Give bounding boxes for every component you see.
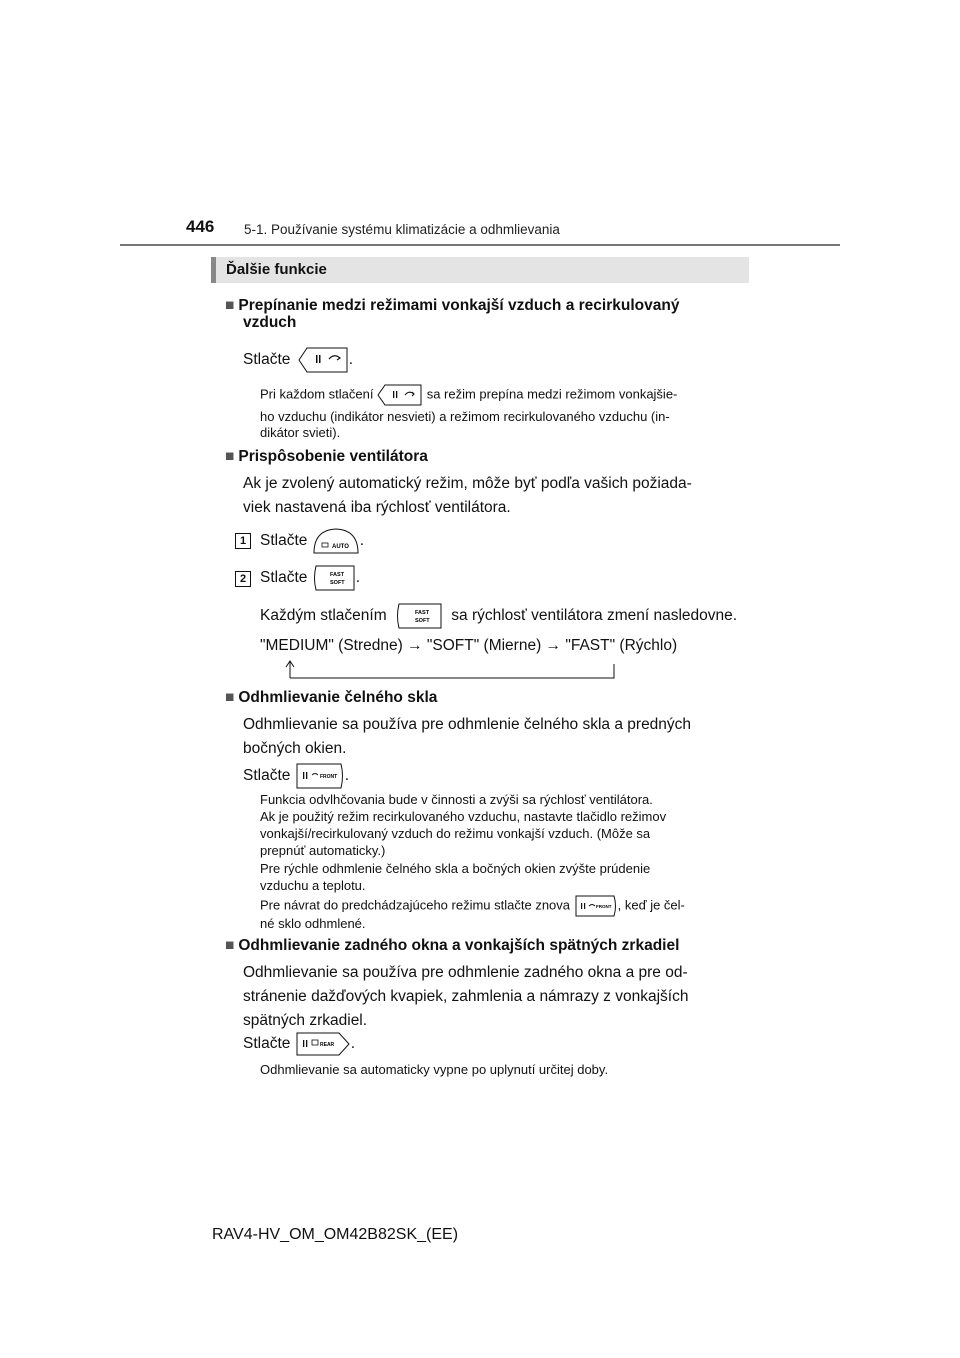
windshield-note-line4: prepnúť automaticky.) (260, 843, 386, 858)
front-defog-button-icon (295, 762, 345, 790)
recirc-note-line3: dikátor svieti). (260, 425, 341, 440)
windshield-note-line1: Funkcia odvlhčovania bude v činnosti a zvýši sa rýchlosť ventilátora. (260, 792, 653, 807)
rear-defog-button-icon (295, 1031, 351, 1057)
fan-step1-line: Stlačte AUTO . (260, 527, 364, 555)
rear-text-line2: stránenie dažďových kvapiek, zahmlenia a námrazy z vonkajších (243, 988, 689, 1005)
step-2-badge: 2 (235, 569, 251, 587)
fan-each-press-line: Každým stlačením FAST SOFT sa rýchlosť ventilátora zmení nasledovne. (260, 602, 737, 630)
recirc-press-line: Stlačte . (243, 346, 353, 374)
windshield-note-line3: vonkajší/recirkulovaný vzduch do režimu vonkajší vzduch. (Môže sa (260, 826, 651, 841)
windshield-press-line: Stlačte FRONT . (243, 762, 349, 790)
windshield-note-line6: vzduchu a teplotu. (260, 878, 366, 893)
windshield-note-line5: Pre rýchle odhmlenie čelného skla a bočných okien zvýšte prúdenie (260, 861, 651, 876)
bullet-square-icon: ■ (225, 297, 235, 314)
section-title: Ďalšie funkcie (226, 261, 327, 278)
fan-speed-button-icon (395, 602, 443, 630)
recirc-heading: ■ Prepínanie medzi režimami vonkajší vzduch a recirkulovaný (225, 297, 680, 314)
recirc-note-line1: Pri každom stlačení sa režim prepína medzi režimom vonkajšie- (260, 384, 748, 406)
front-label: FRONT (319, 774, 337, 780)
rear-label: REAR (319, 1042, 334, 1048)
cycle-loop-arrow-icon (283, 658, 619, 687)
rear-text-line3: spätných zrkadiel. (243, 1012, 368, 1029)
windshield-heading: ■ Odhmlievanie čelného skla (225, 689, 438, 706)
front-defog-button-icon (574, 895, 618, 917)
fast-label: FAST (414, 610, 430, 616)
document-code: RAV4-HV_OM_OM42B82SK_(EE) (212, 1226, 459, 1243)
fan-speed-button-icon (312, 564, 356, 592)
recirculation-button-icon (377, 384, 423, 406)
recirculation-button-icon (297, 346, 349, 374)
fast-label: FAST (329, 572, 344, 578)
auto-label: AUTO (331, 544, 349, 550)
recirc-note-line2: ho vzduchu (indikátor nesvieti) a režimom recirkulovaného vzduchu (in- (260, 409, 670, 424)
header-rule (120, 244, 840, 246)
fan-step2-line: Stlačte FAST SOFT . (260, 564, 360, 592)
fan-heading: ■ Prispôsobenie ventilátora (225, 448, 428, 465)
fan-text-line1: Ak je zvolený automatický režim, môže byť podľa vašich požiada- (243, 475, 692, 492)
windshield-note-line7: Pre návrat do predchádzajúceho režimu stlačte znova FRONT , keď je čel- (260, 895, 685, 917)
section-header (211, 257, 749, 283)
windshield-text-line1: Odhmlievanie sa používa pre odhmlenie čelného skla a predných (243, 716, 692, 733)
fan-cycle-text: "MEDIUM" (Stredne) → "SOFT" (Mierne) → "FAST" (Rýchlo) (260, 637, 678, 654)
recirc-heading-line2: vzduch (243, 314, 297, 331)
windshield-text-line2: bočných okien. (243, 740, 347, 757)
rear-note: Odhmlievanie sa automaticky vypne po uplynutí určitej doby. (260, 1062, 609, 1077)
auto-button-icon (312, 527, 360, 555)
rear-press-line: Stlačte REAR . (243, 1031, 355, 1057)
fan-text-line2: viek nastavená iba rýchlosť ventilátora. (243, 499, 511, 516)
chapter-title: 5-1. Používanie systému klimatizácie a odhmlievania (244, 222, 560, 237)
bullet-square-icon: ■ (225, 937, 235, 954)
rear-text-line1: Odhmlievanie sa používa pre odhmlenie zadného okna a pre od- (243, 964, 688, 981)
soft-label: SOFT (414, 618, 430, 624)
rear-heading: ■ Odhmlievanie zadného okna a vonkajších spätných zrkadiel (225, 937, 680, 954)
bullet-square-icon: ■ (225, 689, 235, 706)
windshield-note-line8: né sklo odhmlené. (260, 916, 366, 931)
step-1-badge: 1 (235, 531, 251, 549)
soft-label: SOFT (329, 580, 345, 586)
page-number: 446 (186, 217, 215, 236)
windshield-note-line2: Ak je použitý režim recirkulovaného vzduchu, nastavte tlačidlo režimov (260, 809, 667, 824)
front-label: FRONT (595, 904, 612, 909)
bullet-square-icon: ■ (225, 448, 235, 465)
